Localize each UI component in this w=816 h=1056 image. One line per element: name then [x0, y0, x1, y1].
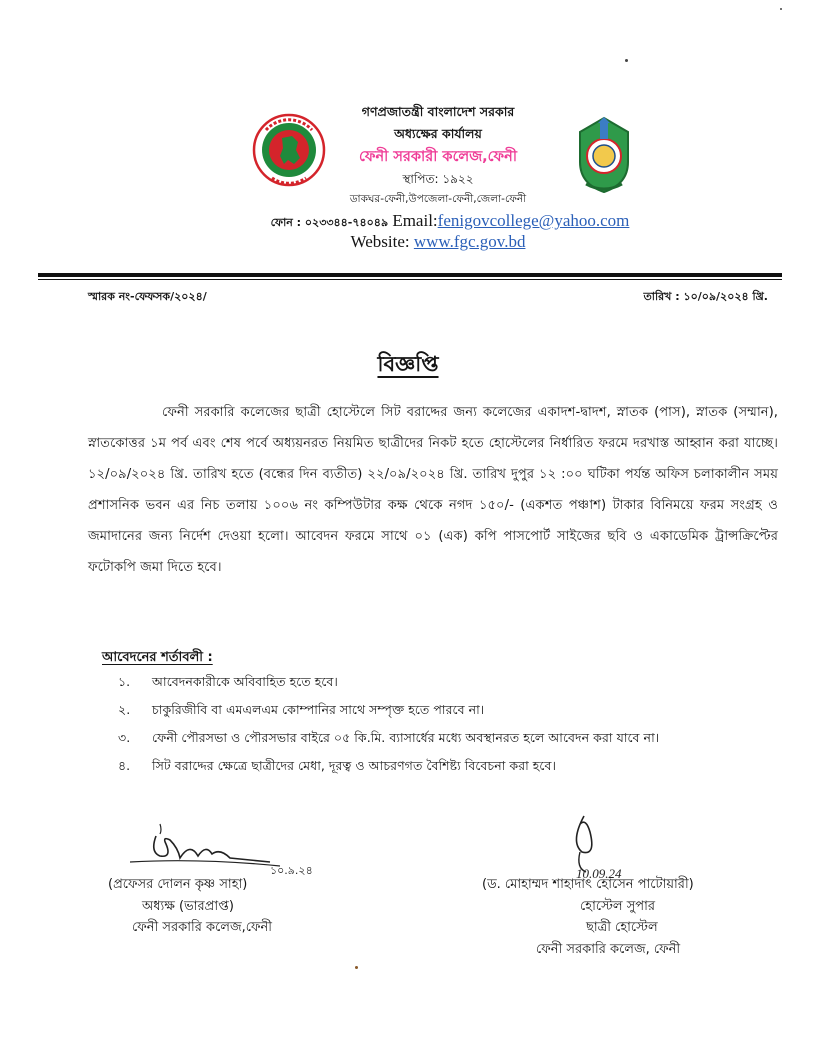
- hostel-super-signature-block: [482, 874, 772, 960]
- condition-item: [118, 696, 758, 724]
- condition-number: ১.: [118, 674, 131, 689]
- principal-name: (প্রফেসর দোলন কৃষ্ণ সাহা): [108, 877, 248, 892]
- college-name: ফেনী সরকারী কলেজ,ফেনী: [359, 149, 517, 165]
- principal-signature-block: [108, 874, 328, 939]
- header-divider: [38, 273, 782, 277]
- phone-number: ফোন : ০২৩৩৪৪-৭৪০৪৯: [270, 216, 389, 229]
- established-year: স্থাপিত: ১৯২২: [402, 172, 474, 186]
- condition-text: আবেদনকারীকে অবিবাহিত হতে হবে।: [152, 674, 338, 689]
- email-link[interactable]: fenigovcollege@yahoo.com: [437, 211, 630, 230]
- government-heading: গণপ্রজাতন্ত্রী বাংলাদেশ সরকার: [361, 104, 515, 119]
- condition-number: ৪.: [118, 758, 131, 773]
- principal-office: ফেনী সরকারি কলেজ,ফেনী: [132, 920, 273, 935]
- hostel-super-signature-date: 10.09.24: [576, 866, 622, 881]
- hostel-unit: ছাত্রী হোস্টেল: [586, 920, 658, 935]
- scan-speck: [355, 966, 358, 969]
- condition-text: সিট বরাদ্দের ক্ষেত্রে ছাত্রীদের মেধা, দূরত্ব ও আচরণগত বৈশিষ্ট্য বিবেচনা করা হবে।: [152, 758, 556, 773]
- contact-line: [200, 211, 700, 233]
- memo-reference: স্মারক নং-ফেফসক/২০২৪/: [88, 290, 207, 303]
- website-label: Website:: [350, 232, 414, 251]
- hostel-super-office: ফেনী সরকারি কলেজ, ফেনী: [536, 941, 681, 957]
- condition-item: [118, 752, 758, 780]
- scan-speck: [625, 59, 628, 62]
- notice-body: ফেনী সরকারি কলেজের ছাত্রী হোস্টেলে সিট বরাদ্দের জন্য কলেজের একাদশ-দ্বাদশ, স্নাতক (পাস), স্নাতক (সম্মান), স্নাতকোত্তর ১ম পর্ব এবং শেষ পর্বে অধ্যয়নরত নিয়মিত ছাত্রীদের নিকট হতে হোস্টেলের নির্ধারিত ফরমে দরখাস্ত আহ্বান করা যাচ্ছে। ১২/০৯/২০২৪ খ্রি. তারিখ হতে (বন্ধের দিন ব্যতীত) ২২/০৯/২০২৪ খ্রি. তারিখ দুপুর ১২ :০০ ঘটিকা পর্যন্ত অফিস চলাকালীন সময় প্রশাসনিক ভবন এর নিচ তলায় ১০০৬ নং কম্পিউটার কক্ষ থেকে নগদ ১৫০/- (একশত পঞ্চাশ) টাকার বিনিময়ে ফরম সংগ্রহ ও জমাদানের জন্য নির্দেশ দেওয়া হলো। আবেদন ফরমে সাথে ০১ (এক) কপি পাসপোর্ট সাইজের ছবি ও একাডেমিক ট্রান্সক্রিপ্টের ফটোকপি জমা দিতে হবে।: [88, 405, 778, 575]
- conditions-list: [118, 668, 758, 780]
- conditions-heading: আবেদনের শর্তাবলী :: [102, 650, 213, 665]
- memo-date: তারিখ : ১০/০৯/২০২৪ খ্রি.: [643, 290, 768, 303]
- condition-text: চাকুরিজীবি বা এমএলএম কোম্পানির সাথে সম্পৃক্ত হতে পারবে না।: [152, 702, 485, 717]
- hostel-super-name: (ড. মোহাম্মদ শাহাদাৎ হোসেন পাটোয়ারী): [482, 877, 694, 892]
- notice-title: বিজ্ঞপ্তি: [377, 352, 439, 376]
- condition-item: [118, 724, 758, 752]
- header-divider-thin: [38, 279, 782, 280]
- scan-speck: [780, 8, 782, 10]
- condition-item: [118, 668, 758, 696]
- condition-number: ৩.: [118, 730, 131, 745]
- condition-number: ২.: [118, 702, 131, 717]
- website-line: [238, 232, 638, 252]
- website-link[interactable]: www.fgc.gov.bd: [413, 232, 526, 251]
- office-heading: অধ্যক্ষের কার্যালয়: [394, 126, 482, 141]
- hostel-super-designation: হোস্টেল সুপার: [580, 898, 656, 914]
- principal-signature-date: ১০.৯.২৪: [270, 864, 313, 877]
- principal-designation: অধ্যক্ষ (ভারপ্রাপ্ত): [142, 898, 234, 914]
- condition-text: ফেনী পৌরসভা ও পৌরসভার বাইরে ০৫ কি.মি. ব্যাসার্ধের মধ্যে অবস্থানরত হলে আবেদন করা যাবে না।: [152, 730, 660, 745]
- college-address: ডাকঘর-ফেনী,উপজেলা-ফেনী,জেলা-ফেনী: [349, 193, 527, 205]
- email-label: Email:: [388, 211, 438, 230]
